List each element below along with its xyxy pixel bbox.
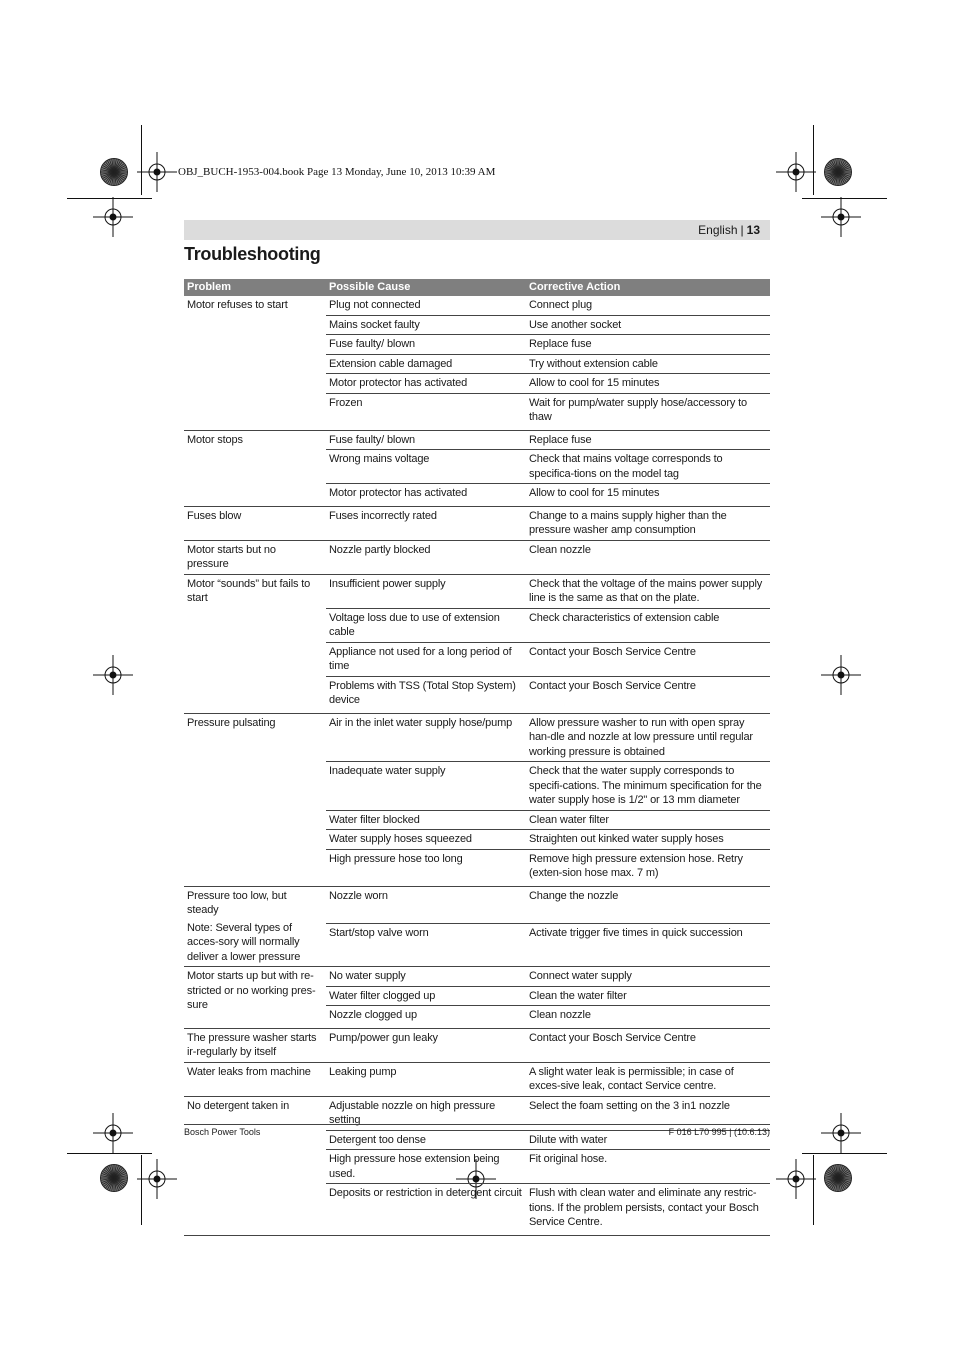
crop-mark-line (802, 198, 887, 199)
cause-cell: Extension cable damaged (326, 354, 526, 374)
table-row (184, 886, 770, 923)
table-row (184, 967, 770, 987)
problem-text: Motor refuses to start (187, 299, 288, 311)
action-cell: Clean water filter (526, 810, 770, 830)
page-title: Troubleshooting (184, 244, 321, 264)
action-cell: Flush with clean water and eliminate any restric-tions. If the problem persists, contact your Bosch Service Centre. (526, 1184, 770, 1236)
cause-cell: Mains socket faulty (326, 315, 526, 335)
column-header-cause: Possible Cause (326, 279, 526, 296)
action-cell: Check characteristics of extension cable (526, 608, 770, 642)
problem-text: Motor starts but no pressure (187, 543, 276, 570)
table-row (184, 574, 770, 608)
cause-cell: Wrong mains voltage (326, 450, 526, 484)
action-cell: A slight water leak is permissible; in case of exces-sive leak, contact Service centre. (526, 1062, 770, 1096)
action-cell: Clean nozzle (526, 540, 770, 574)
registration-crosshair-icon (93, 197, 133, 237)
table-row (184, 1062, 770, 1096)
action-cell: Clean the water filter (526, 986, 770, 1006)
cause-cell: Insufficient power supply (326, 574, 526, 608)
page-number: 13 (746, 223, 760, 237)
problem-cell (184, 1062, 326, 1096)
problem-text: Motor stops (187, 433, 243, 446)
table-row (184, 506, 770, 540)
action-cell: Allow pressure washer to run with open spray han-dle and nozzle at low pressure until regular working pressure is obtained (526, 713, 770, 762)
cause-cell: Motor protector has activated (326, 374, 526, 394)
problem-cell (184, 1096, 326, 1235)
cause-cell: Plug not connected (326, 296, 526, 315)
problem-text: Pressure pulsating (187, 716, 276, 729)
cause-cell: Fuses incorrectly rated (326, 506, 526, 540)
problem-text: Motor “sounds” but fails to start (187, 577, 311, 604)
problem-text: Water leaks from machine (187, 1065, 311, 1078)
cause-cell: Motor protector has activated (326, 484, 526, 507)
page-header-band (184, 220, 770, 240)
problem-text: The pressure washer starts ir-regularly by itself (187, 1031, 317, 1058)
action-cell: Contact your Bosch Service Centre (526, 1028, 770, 1062)
problem-cell (184, 296, 326, 430)
cause-cell: Frozen (326, 393, 526, 430)
cause-cell: Water filter blocked (326, 810, 526, 830)
action-cell: Change to a mains supply higher than the pressure washer amp consumption (526, 506, 770, 540)
action-cell: Connect plug (526, 296, 770, 315)
cause-cell: Detergent too dense (326, 1130, 526, 1150)
problem-cell (184, 574, 326, 713)
table-body (184, 296, 770, 1235)
color-target-icon (823, 1163, 853, 1193)
problem-cell (184, 713, 326, 886)
action-cell: Contact your Bosch Service Centre (526, 642, 770, 676)
problem-text: Motor starts up but with re-stricted or no working pres-sure (187, 970, 316, 1011)
action-cell: Check that the water supply corresponds to specifi-cations. The minimum specification for the water supply hose is 1/2" or 13 mm diameter (526, 762, 770, 811)
footer-doc-number: F 016 L70 995 | (10.6.13) (668, 1127, 770, 1137)
action-cell: Check that the voltage of the mains power supply line is the same as that on the plate. (526, 574, 770, 608)
column-header-problem: Problem (184, 279, 326, 296)
action-cell: Wait for pump/water supply hose/accessory to thaw (526, 393, 770, 430)
action-cell: Allow to cool for 15 minutes (526, 374, 770, 394)
cause-cell: No water supply (326, 967, 526, 987)
crop-mark-line (813, 1155, 814, 1225)
cause-cell: Appliance not used for a long period of time (326, 642, 526, 676)
action-cell: Check that mains voltage corresponds to specifica-tions on the model tag (526, 450, 770, 484)
cause-cell: Fuse faulty/ blown (326, 430, 526, 450)
cause-cell: Problems with TSS (Total Stop System) device (326, 676, 526, 713)
problem-cell (184, 430, 326, 506)
cause-cell: High pressure hose too long (326, 849, 526, 886)
table-row (184, 296, 770, 315)
action-cell: Dilute with water (526, 1130, 770, 1150)
cause-cell: Inadequate water supply (326, 762, 526, 811)
crop-mark-line (67, 1153, 152, 1154)
language-label: English (698, 223, 738, 237)
color-target-icon (823, 157, 853, 187)
cause-cell: Water supply hoses squeezed (326, 830, 526, 850)
registration-crosshair-icon (93, 655, 133, 695)
cause-cell: Pump/power gun leaky (326, 1028, 526, 1062)
crop-mark-line (67, 198, 152, 199)
header-separator: | (740, 223, 744, 237)
print-header: OBJ_BUCH-1953-004.book Page 13 Monday, June 10, 2013 10:39 AM (178, 166, 496, 178)
problem-cell (184, 1028, 326, 1062)
cause-cell: Air in the inlet water supply hose/pump (326, 713, 526, 762)
cause-cell: Nozzle worn (326, 886, 526, 923)
action-cell: Remove high pressure extension hose. Retry (exten-sion hose max. 7 m) (526, 849, 770, 886)
action-cell: Select the foam setting on the 3 in1 nozzle (526, 1096, 770, 1130)
cause-cell: Adjustable nozzle on high pressure setting (326, 1096, 526, 1130)
footer-rule (184, 1124, 770, 1125)
action-cell: Contact your Bosch Service Centre (526, 676, 770, 713)
action-cell: Change the nozzle (526, 886, 770, 923)
crop-mark-line (141, 125, 142, 195)
crop-mark-line (813, 125, 814, 195)
troubleshooting-table (184, 279, 770, 1236)
table-row (184, 540, 770, 574)
action-cell: Fit original hose. (526, 1150, 770, 1184)
color-target-icon (99, 1163, 129, 1193)
cause-cell: Deposits or restriction in detergent circuit (326, 1184, 526, 1236)
action-cell: Connect water supply (526, 967, 770, 987)
registration-crosshair-icon (821, 197, 861, 237)
action-cell: Allow to cool for 15 minutes (526, 484, 770, 507)
table-header-row (184, 279, 770, 296)
color-target-icon (99, 157, 129, 187)
registration-crosshair-icon (93, 1113, 133, 1153)
problem-cell (184, 540, 326, 574)
table-row (184, 430, 770, 450)
action-cell: Activate trigger five times in quick succession (526, 923, 770, 966)
cause-cell: Nozzle partly blocked (326, 540, 526, 574)
problem-text: Pressure too low, but steady (187, 889, 287, 916)
registration-crosshair-icon (776, 1159, 816, 1199)
problem-cell (184, 506, 326, 540)
action-cell: Replace fuse (526, 335, 770, 355)
registration-crosshair-icon (776, 152, 816, 192)
footer-brand: Bosch Power Tools (184, 1127, 261, 1137)
problem-cell (184, 886, 326, 967)
registration-crosshair-icon (137, 152, 177, 192)
cause-cell: High pressure hose extension being used. (326, 1150, 526, 1184)
problem-note: Note: Several types of acces-sory will normally deliver a lower pressure (187, 921, 301, 963)
column-header-action: Corrective Action (526, 279, 770, 296)
problem-cell (184, 967, 326, 1029)
table-row (184, 713, 770, 762)
cause-cell: Start/stop valve worn (326, 923, 526, 966)
crop-mark-line (802, 1153, 887, 1154)
crop-mark-line (141, 1155, 142, 1225)
registration-crosshair-icon (821, 1113, 861, 1153)
registration-crosshair-icon (821, 655, 861, 695)
table-row (184, 1028, 770, 1062)
action-cell: Use another socket (526, 315, 770, 335)
cause-cell: Fuse faulty/ blown (326, 335, 526, 355)
cause-cell: Voltage loss due to use of extension cable (326, 608, 526, 642)
action-cell: Clean nozzle (526, 1006, 770, 1029)
cause-cell: Leaking pump (326, 1062, 526, 1096)
problem-text: No detergent taken in (187, 1099, 290, 1112)
cause-cell: Nozzle clogged up (326, 1006, 526, 1029)
action-cell: Try without extension cable (526, 354, 770, 374)
problem-text: Fuses blow (187, 509, 242, 522)
registration-crosshair-icon (137, 1159, 177, 1199)
cause-cell: Water filter clogged up (326, 986, 526, 1006)
action-cell: Replace fuse (526, 430, 770, 450)
action-cell: Straighten out kinked water supply hoses (526, 830, 770, 850)
